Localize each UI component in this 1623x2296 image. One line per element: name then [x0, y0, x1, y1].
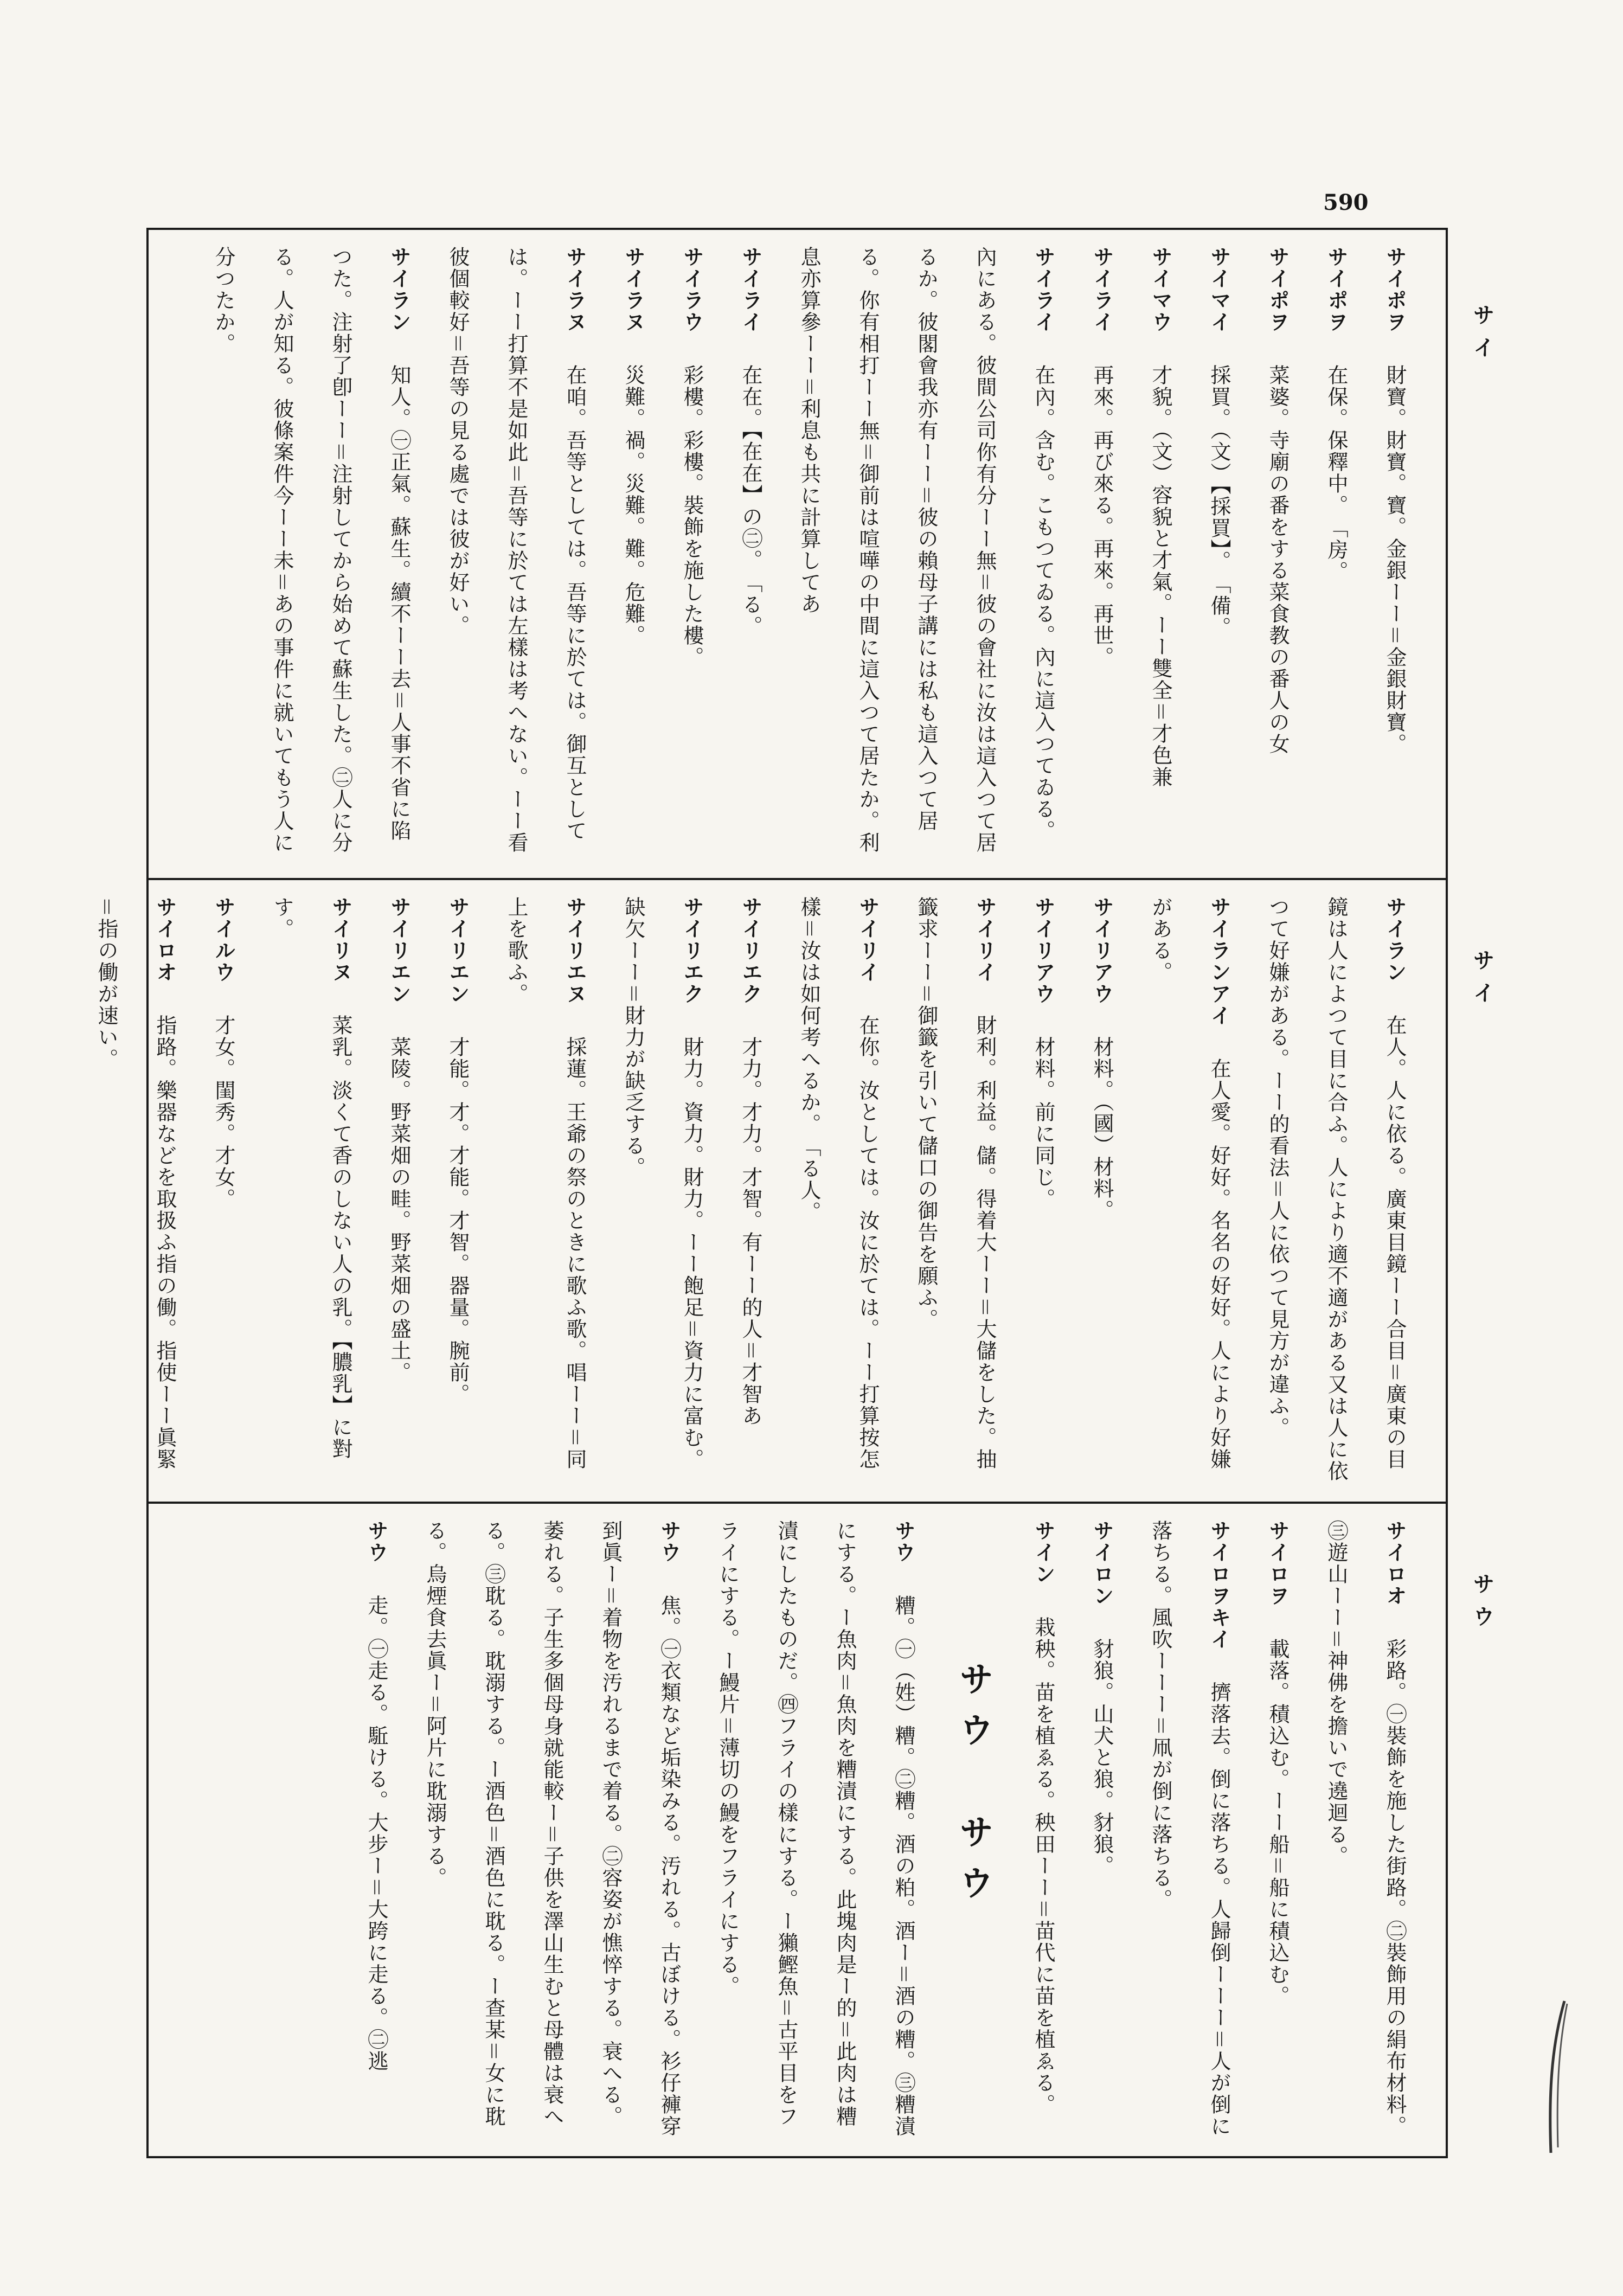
entry-headword: サイラン	[387, 246, 411, 333]
dictionary-entry	[663, 246, 721, 862]
entry-headword: サイラン	[1383, 896, 1407, 983]
dictionary-entry	[1131, 896, 1248, 1485]
section-bottom	[149, 1504, 1446, 2156]
dictionary-entry	[1307, 246, 1365, 862]
entry-definition: 採買。（文）【採買】。 「備。	[1207, 364, 1231, 638]
running-head-2: サイ	[1470, 949, 1494, 1014]
entry-headword: サイラウ	[680, 246, 704, 333]
dictionary-entry	[1073, 246, 1131, 862]
entry-definition: 再來。再び來る。再來。再世。	[1090, 364, 1114, 668]
dictionary-entry	[487, 896, 604, 1485]
entry-definition: 才女。閨秀。才女。	[211, 1015, 235, 1210]
entry-definition: 才力。才力。才智。有ーー的人＝才智あ	[739, 1036, 762, 1427]
entry-definition: 豺狼。山犬と狼。豺狼。	[1090, 1638, 1114, 1877]
entry-headword: サイラヌ	[621, 246, 645, 333]
entry-headword: サイルウ	[211, 896, 235, 983]
running-head-3: サウ	[1470, 1573, 1494, 1638]
entry-headword: サイポヲ	[1383, 246, 1407, 333]
dictionary-entry	[253, 896, 370, 1485]
entry-headword: サイロン	[1090, 1520, 1114, 1607]
entry-headword: サイラヌ	[563, 246, 587, 333]
entry-headword: サイリエヌ	[563, 896, 587, 1005]
dictionary-entry	[698, 1520, 933, 2140]
entry-headword: サイリエン	[387, 896, 411, 1005]
entry-definition: 彩樓。彩樓。裝飾を施した樓。	[680, 364, 704, 668]
entry-headword: サイリアウ	[1090, 896, 1114, 1005]
dictionary-entry	[1365, 246, 1424, 862]
entry-headword: サイリアウ	[1031, 896, 1055, 1005]
dictionary-entry	[1248, 1520, 1307, 2140]
entry-headword: サイン	[1031, 1520, 1055, 1585]
entry-definition: 才能。才。才能。才智。器量。腕前。	[446, 1036, 470, 1405]
entry-headword: サイライ	[1090, 246, 1114, 333]
entry-headword: サイロオ	[153, 896, 177, 983]
dictionary-entry	[604, 896, 721, 1485]
entry-definition: 擠落去。倒に落ちる。人歸倒ーーー＝人が倒に落ちる。風吹ーーー＝凧が倒に落ちる。	[1149, 1520, 1231, 2138]
entry-definition: 菜陵。野菜畑の畦。野菜畑の盛土。	[387, 1036, 411, 1383]
dictionary-entry	[721, 246, 780, 862]
dictionary-entry	[1248, 246, 1307, 862]
entry-definition: 彩路。㊀裝飾を施した街路。㊁裝飾用の絹布材料。㊂遊山ーー＝神佛を擔いで遶迴る。	[1324, 1520, 1407, 2137]
entry-headword: サイマイ	[1207, 246, 1231, 333]
entry-headword: サイリエク	[739, 896, 762, 1005]
entry-definition: 糟。㊀（姓）糟。㊁糟。酒の粕。酒ー＝酒の糟。㊂糟漬にする。ー魚肉＝魚肉を糟漬にする。此塊肉是ー的＝此肉は糟漬にしたものだ。㊃フライの樣にする。ー獺鰹魚＝古平目をフライにする。ー鰻片＝薄切の鰻をフライにする。	[716, 1520, 915, 2138]
dictionary-entry	[428, 896, 487, 1485]
entry-definition: 載落。積込む。ーー船＝船に積込む。	[1266, 1638, 1290, 2008]
entry-definition: 在保。保釋中。 「房。	[1324, 364, 1348, 582]
entry-definition: 知人。㊀正氣。蘇生。續不ーー去＝人事不省に陷つた。注射了卽ーー＝注射してから始めて蘇生した。㊁人に分る。人が知る。彼條案件今ーー未＝あの事件に就いてもう人に分つたか。	[211, 246, 411, 854]
entry-definition: 財寶。財寶。寶。金銀ーー＝金銀財寶。	[1383, 364, 1407, 755]
dictionary-entry	[897, 896, 1014, 1485]
entry-headword: サイロヲキイ	[1207, 1520, 1231, 1650]
entry-definition: 走。㊀走る。駈ける。大步ー＝大跨に走る。㊁逃	[364, 1595, 388, 2073]
entry-definition: 在內。含む。こもつてゐる。內に這入つてゐる。內にある。彼間公司你有分ーー無＝彼の會社に汝は這入つて居るか。彼閣會我亦有ーー＝彼の賴母子講には私も這入つて居る。你有相打ーー無＝御前は喧嘩の中間に這入つて居たか。利息亦算參ーー＝利息も共に計算してあ	[797, 246, 1055, 854]
entry-definition: 材料。（國）材料。	[1090, 1036, 1114, 1221]
dictionary-entry	[780, 896, 897, 1485]
dictionary-entry	[1014, 896, 1073, 1485]
dictionary-entry	[194, 246, 428, 862]
section-middle	[94, 880, 1446, 1502]
dictionary-entry	[194, 896, 253, 1485]
dictionary-frame	[94, 228, 1448, 2158]
entry-definition: 財利。利益。儲。得着大ーー＝大儲をした。抽籤求ーー＝御籤を引いて儲口の御告を願ふ。	[914, 896, 997, 1471]
dictionary-entry	[1073, 896, 1131, 1485]
dictionary-entry	[1190, 246, 1248, 862]
entry-definition: 指路。樂器などを取扱ふ指の働。指使ーー眞緊＝指の働が速い。	[94, 896, 177, 1470]
dictionary-entry	[347, 1520, 406, 2140]
entry-headword: サイリイ	[856, 896, 880, 983]
section-title: サウ サウ	[953, 1661, 993, 1916]
dictionary-entry	[1131, 246, 1190, 862]
section-top	[149, 230, 1446, 878]
entry-definition: 才貌。（文）容貌と才氣。ーー雙全＝才色兼	[1149, 364, 1172, 788]
dictionary-entry	[1014, 1520, 1073, 2140]
entry-headword: サイリヌ	[329, 896, 352, 983]
page-number: 590	[1323, 190, 1369, 215]
dictionary-entry	[780, 246, 1073, 862]
entry-definition: 在人。人に依る。廣東目鏡ーー合目＝廣東の目鏡は人によつて目に合ふ。人により適不適がある又は人に依つて好嫌がある。ーー的看法＝人に依つて見方が違ふ。	[1266, 896, 1407, 1482]
entry-definition: 災難。禍。災難。難。危難。	[621, 364, 645, 646]
entry-headword: サイライ	[739, 246, 762, 333]
dictionary-entry	[604, 246, 663, 862]
entry-definition: 財力。資力。財力。ーー飽足＝資力に富む。缺欠ーー＝財力が缺乏する。	[621, 896, 704, 1471]
dictionary-entry	[721, 896, 780, 1485]
dictionary-entry	[428, 246, 604, 862]
entry-definition: 菜乳。淡くて香のしない人の乳。【膿乳】に對す。	[270, 896, 352, 1460]
dictionary-entry	[406, 1520, 698, 2140]
dictionary-entry	[1307, 1520, 1424, 2140]
dictionary-entry	[1131, 1520, 1248, 2140]
entry-headword: サウ	[891, 1520, 915, 1563]
entry-headword: サイリイ	[973, 896, 997, 983]
entry-headword: サイリエク	[680, 896, 704, 1005]
entry-definition: 在你。汝としては。汝に於ては。ーー打算按怎樣＝汝は如何考へるか。 「る人。	[797, 896, 880, 1470]
entry-definition: 在人愛。好好。名名の好好。人により好嫌がある。	[1149, 896, 1231, 1470]
pencil-mark	[1537, 1996, 1575, 2158]
entry-definition: 菜婆。寺廟の番をする菜食教の番人の女	[1266, 364, 1290, 755]
entry-headword: サウ	[657, 1520, 681, 1563]
entry-definition: 在咱。吾等としては。吾等に於ては。御互としては。ーー打算不是如此＝吾等に於ては左樣は考へない。ーー看彼個較好＝吾等の見る處では彼が好い。	[446, 246, 587, 854]
entry-headword: サイマウ	[1149, 246, 1172, 333]
entry-headword: サイポヲ	[1266, 246, 1290, 333]
dictionary-entry	[1073, 1520, 1131, 2140]
entry-definition: 在在。【在在】の㊁。 「る。	[739, 364, 762, 637]
entry-definition: 栽秧。苗を植ゑる。秧田ーー＝苗代に苗を植ゑる。	[1031, 1617, 1055, 2116]
dictionary-entry	[1248, 896, 1424, 1485]
entry-headword: サイロヲ	[1266, 1520, 1290, 1607]
entry-headword: サイポヲ	[1324, 246, 1348, 333]
entry-headword: サイライ	[1031, 246, 1055, 333]
running-head-1: サイ	[1470, 304, 1494, 369]
entry-definition: 採蓮。王爺の祭のときに歌ふ歌。唱ーー＝同上を歌ふ。	[504, 896, 587, 1471]
entry-headword: サウ	[364, 1520, 388, 1563]
entry-headword: サイロオ	[1383, 1520, 1407, 1607]
entry-definition: 材料。前に同じ。	[1031, 1036, 1055, 1210]
entry-headword: サイランアイ	[1207, 896, 1231, 1027]
dictionary-entry	[77, 896, 194, 1485]
dictionary-entry	[370, 896, 428, 1485]
entry-definition: 焦。㊀衣類など垢染みる。汚れる。古ぼける。衫仔褲穿到眞ー＝着物を汚れるまで着る。㊁容姿が憔悴する。衰へる。萎れる。子生多個母身就能較ー＝子供を澤山生むと母體は衰へる。㊂耽る。耽溺する。ー酒色＝酒色に耽る。ー查某＝女に耽る。烏煙食去眞ー＝阿片に耽溺する。	[423, 1520, 681, 2137]
entry-headword: サイリエン	[446, 896, 470, 1005]
